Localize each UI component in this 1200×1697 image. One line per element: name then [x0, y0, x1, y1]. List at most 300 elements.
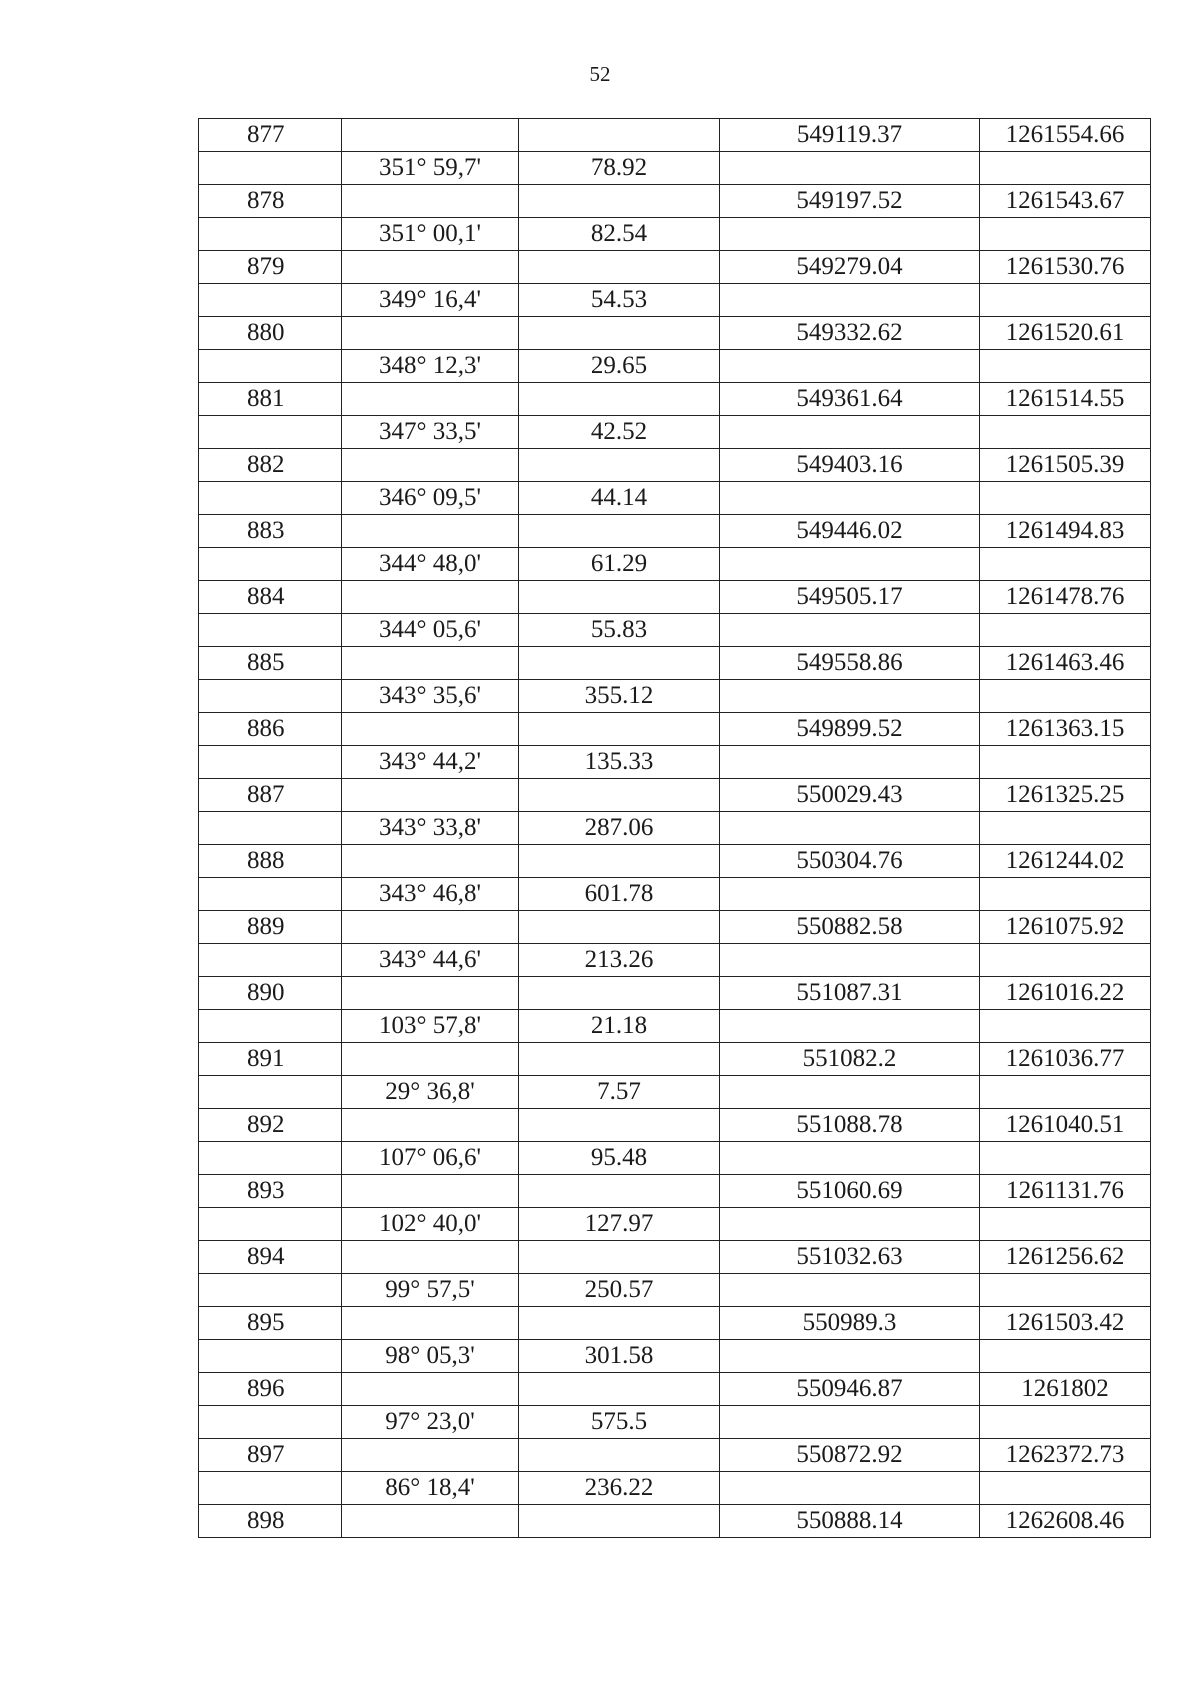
point-number: 882 — [247, 451, 285, 478]
point-number: 877 — [247, 121, 285, 148]
y-coordinate-cell: 1261478.76 — [980, 581, 1151, 614]
segment-row — [199, 482, 1151, 515]
bearing-cell — [342, 317, 519, 350]
y-coordinate-cell: 1261325.25 — [980, 779, 1151, 812]
point-number: 878 — [247, 187, 285, 214]
y-coordinate-cell: 1261505.39 — [980, 449, 1151, 482]
distance-cell: 575.5 — [519, 1406, 720, 1439]
segment-row — [199, 614, 1151, 647]
x-coordinate-cell: 549899.52 — [720, 713, 980, 746]
bearing-cell — [342, 251, 519, 284]
point-number-cell — [199, 185, 342, 218]
bearing-cell: 351° 00,1' — [342, 218, 519, 251]
bearing-cell: 29° 36,8' — [342, 1076, 519, 1109]
distance-cell: 29.65 — [519, 350, 720, 383]
point-row — [199, 1043, 1151, 1076]
distance-cell — [519, 1439, 720, 1472]
point-row — [199, 317, 1151, 350]
distance-cell: 355.12 — [519, 680, 720, 713]
distance-cell: 213.26 — [519, 944, 720, 977]
distance-cell: 287.06 — [519, 812, 720, 845]
point-row — [199, 1373, 1151, 1406]
y-coordinate-cell: 1261802 — [980, 1373, 1151, 1406]
y-coordinate-cell: 1261463.46 — [980, 647, 1151, 680]
x-coordinate-cell — [720, 1010, 980, 1043]
x-coordinate-cell — [720, 944, 980, 977]
y-coordinate-cell: 1261503.42 — [980, 1307, 1151, 1340]
point-row — [199, 515, 1151, 548]
point-number: 886 — [247, 715, 285, 742]
point-row — [199, 1439, 1151, 1472]
distance-cell — [519, 449, 720, 482]
x-coordinate-cell — [720, 218, 980, 251]
x-coordinate-cell: 549332.62 — [720, 317, 980, 350]
distance-cell — [519, 845, 720, 878]
point-number: 896 — [247, 1375, 285, 1402]
x-coordinate-cell: 550989.3 — [720, 1307, 980, 1340]
bearing-cell: 346° 09,5' — [342, 482, 519, 515]
distance-cell: 250.57 — [519, 1274, 720, 1307]
segment-row — [199, 944, 1151, 977]
point-number-cell — [199, 1208, 342, 1241]
point-row — [199, 1307, 1151, 1340]
segment-row — [199, 812, 1151, 845]
bearing-cell — [342, 383, 519, 416]
x-coordinate-cell: 550882.58 — [720, 911, 980, 944]
bearing-cell: 343° 44,2' — [342, 746, 519, 779]
point-number-cell — [199, 1043, 342, 1076]
point-row — [199, 383, 1151, 416]
point-number — [199, 1012, 247, 1039]
bearing-cell — [342, 185, 519, 218]
x-coordinate-cell — [720, 1142, 980, 1175]
x-coordinate-cell — [720, 548, 980, 581]
segment-row — [199, 878, 1151, 911]
distance-cell: 135.33 — [519, 746, 720, 779]
point-number — [199, 418, 247, 445]
x-coordinate-cell — [720, 680, 980, 713]
point-number-cell — [199, 1439, 342, 1472]
point-number-cell — [199, 1076, 342, 1109]
x-coordinate-cell — [720, 482, 980, 515]
segment-row — [199, 1340, 1151, 1373]
y-coordinate-cell: 1261363.15 — [980, 713, 1151, 746]
x-coordinate-cell: 551088.78 — [720, 1109, 980, 1142]
bearing-cell: 343° 35,6' — [342, 680, 519, 713]
segment-row — [199, 1472, 1151, 1505]
bearing-cell — [342, 647, 519, 680]
point-number-cell — [199, 944, 342, 977]
x-coordinate-cell — [720, 1208, 980, 1241]
x-coordinate-cell — [720, 350, 980, 383]
y-coordinate-cell — [980, 680, 1151, 713]
x-coordinate-cell: 551082.2 — [720, 1043, 980, 1076]
distance-cell — [519, 515, 720, 548]
x-coordinate-cell: 549558.86 — [720, 647, 980, 680]
y-coordinate-cell: 1261256.62 — [980, 1241, 1151, 1274]
point-number-cell — [199, 812, 342, 845]
point-row — [199, 185, 1151, 218]
bearing-cell: 98° 05,3' — [342, 1340, 519, 1373]
distance-cell: 21.18 — [519, 1010, 720, 1043]
point-number-cell — [199, 746, 342, 779]
point-number-cell — [199, 779, 342, 812]
y-coordinate-cell — [980, 1208, 1151, 1241]
distance-cell — [519, 1505, 720, 1538]
point-number — [199, 616, 247, 643]
y-coordinate-cell: 1261244.02 — [980, 845, 1151, 878]
x-coordinate-cell: 549505.17 — [720, 581, 980, 614]
point-number-cell — [199, 1010, 342, 1043]
x-coordinate-cell — [720, 614, 980, 647]
point-row — [199, 1505, 1151, 1538]
point-number — [199, 220, 247, 247]
x-coordinate-cell: 549279.04 — [720, 251, 980, 284]
y-coordinate-cell — [980, 1406, 1151, 1439]
point-number — [199, 1342, 247, 1369]
x-coordinate-cell — [720, 284, 980, 317]
bearing-cell: 102° 40,0' — [342, 1208, 519, 1241]
point-number-cell — [199, 713, 342, 746]
bearing-cell — [342, 1175, 519, 1208]
segment-row — [199, 680, 1151, 713]
x-coordinate-cell: 550029.43 — [720, 779, 980, 812]
y-coordinate-cell — [980, 548, 1151, 581]
y-coordinate-cell: 1261530.76 — [980, 251, 1151, 284]
bearing-cell: 107° 06,6' — [342, 1142, 519, 1175]
y-coordinate-cell: 1261016.22 — [980, 977, 1151, 1010]
segment-row — [199, 1274, 1151, 1307]
y-coordinate-cell: 1261075.92 — [980, 911, 1151, 944]
point-number — [199, 748, 247, 775]
point-number-cell — [199, 251, 342, 284]
segment-row — [199, 1406, 1151, 1439]
bearing-cell — [342, 1109, 519, 1142]
point-number: 888 — [247, 847, 285, 874]
point-number-cell — [199, 152, 342, 185]
bearing-cell — [342, 1043, 519, 1076]
point-number — [199, 814, 247, 841]
y-coordinate-cell — [980, 1340, 1151, 1373]
table-body — [199, 119, 1151, 1538]
bearing-cell — [342, 581, 519, 614]
point-row — [199, 911, 1151, 944]
bearing-cell — [342, 1307, 519, 1340]
distance-cell — [519, 911, 720, 944]
segment-row — [199, 152, 1151, 185]
x-coordinate-cell — [720, 1340, 980, 1373]
point-number — [199, 1408, 247, 1435]
x-coordinate-cell — [720, 1472, 980, 1505]
point-number: 894 — [247, 1243, 285, 1270]
distance-cell: 236.22 — [519, 1472, 720, 1505]
point-number — [199, 946, 247, 973]
distance-cell: 54.53 — [519, 284, 720, 317]
segment-row — [199, 350, 1151, 383]
point-number-cell — [199, 548, 342, 581]
point-row — [199, 713, 1151, 746]
point-number — [199, 682, 247, 709]
y-coordinate-cell: 1261131.76 — [980, 1175, 1151, 1208]
y-coordinate-cell: 1261494.83 — [980, 515, 1151, 548]
bearing-cell — [342, 1439, 519, 1472]
bearing-cell: 86° 18,4' — [342, 1472, 519, 1505]
distance-cell — [519, 185, 720, 218]
point-number — [199, 1078, 247, 1105]
point-number — [199, 550, 247, 577]
distance-cell: 82.54 — [519, 218, 720, 251]
distance-cell: 301.58 — [519, 1340, 720, 1373]
point-number: 880 — [247, 319, 285, 346]
y-coordinate-cell — [980, 218, 1151, 251]
y-coordinate-cell — [980, 812, 1151, 845]
y-coordinate-cell: 1262372.73 — [980, 1439, 1151, 1472]
bearing-cell — [342, 515, 519, 548]
bearing-cell — [342, 713, 519, 746]
bearing-cell: 351° 59,7' — [342, 152, 519, 185]
y-coordinate-cell — [980, 152, 1151, 185]
x-coordinate-cell — [720, 1076, 980, 1109]
point-number-cell — [199, 581, 342, 614]
y-coordinate-cell — [980, 1010, 1151, 1043]
point-number-cell — [199, 647, 342, 680]
point-row — [199, 1175, 1151, 1208]
point-number: 890 — [247, 979, 285, 1006]
y-coordinate-cell: 1261520.61 — [980, 317, 1151, 350]
point-number-cell — [199, 482, 342, 515]
y-coordinate-cell — [980, 284, 1151, 317]
point-row — [199, 1241, 1151, 1274]
distance-cell — [519, 251, 720, 284]
bearing-cell: 347° 33,5' — [342, 416, 519, 449]
y-coordinate-cell — [980, 1076, 1151, 1109]
bearing-cell: 348° 12,3' — [342, 350, 519, 383]
point-row — [199, 251, 1151, 284]
x-coordinate-cell — [720, 416, 980, 449]
x-coordinate-cell — [720, 746, 980, 779]
segment-row — [199, 1076, 1151, 1109]
point-number: 879 — [247, 253, 285, 280]
point-number: 887 — [247, 781, 285, 808]
y-coordinate-cell — [980, 746, 1151, 779]
point-number-cell — [199, 845, 342, 878]
point-number-cell — [199, 1373, 342, 1406]
y-coordinate-cell — [980, 416, 1151, 449]
distance-cell: 61.29 — [519, 548, 720, 581]
y-coordinate-cell: 1261554.66 — [980, 119, 1151, 152]
distance-cell: 55.83 — [519, 614, 720, 647]
point-number — [199, 154, 247, 181]
y-coordinate-cell — [980, 944, 1151, 977]
point-number-cell — [199, 878, 342, 911]
x-coordinate-cell — [720, 812, 980, 845]
point-number-cell — [199, 416, 342, 449]
y-coordinate-cell — [980, 1274, 1151, 1307]
y-coordinate-cell — [980, 878, 1151, 911]
point-row — [199, 977, 1151, 1010]
bearing-cell — [342, 449, 519, 482]
point-number-cell — [199, 350, 342, 383]
bearing-cell: 344° 48,0' — [342, 548, 519, 581]
x-coordinate-cell — [720, 878, 980, 911]
x-coordinate-cell: 549403.16 — [720, 449, 980, 482]
segment-row — [199, 1010, 1151, 1043]
y-coordinate-cell: 1261036.77 — [980, 1043, 1151, 1076]
y-coordinate-cell — [980, 350, 1151, 383]
point-number-cell — [199, 1109, 342, 1142]
point-number-cell — [199, 1307, 342, 1340]
bearing-cell: 349° 16,4' — [342, 284, 519, 317]
y-coordinate-cell — [980, 1472, 1151, 1505]
point-number-cell — [199, 218, 342, 251]
bearing-cell: 103° 57,8' — [342, 1010, 519, 1043]
distance-cell — [519, 713, 720, 746]
distance-cell: 601.78 — [519, 878, 720, 911]
segment-row — [199, 1142, 1151, 1175]
bearing-cell — [342, 1241, 519, 1274]
x-coordinate-cell: 550304.76 — [720, 845, 980, 878]
point-number: 885 — [247, 649, 285, 676]
bearing-cell — [342, 119, 519, 152]
bearing-cell — [342, 1373, 519, 1406]
point-number — [199, 286, 247, 313]
point-number-cell — [199, 1175, 342, 1208]
y-coordinate-cell — [980, 482, 1151, 515]
point-number — [199, 352, 247, 379]
bearing-cell: 97° 23,0' — [342, 1406, 519, 1439]
distance-cell: 127.97 — [519, 1208, 720, 1241]
point-number-cell — [199, 680, 342, 713]
segment-row — [199, 284, 1151, 317]
bearing-cell: 343° 46,8' — [342, 878, 519, 911]
y-coordinate-cell: 1262608.46 — [980, 1505, 1151, 1538]
x-coordinate-cell: 551060.69 — [720, 1175, 980, 1208]
x-coordinate-cell: 549361.64 — [720, 383, 980, 416]
segment-row — [199, 746, 1151, 779]
page-number: 52 — [589, 62, 611, 86]
distance-cell — [519, 1307, 720, 1340]
point-row — [199, 845, 1151, 878]
point-number-cell — [199, 911, 342, 944]
distance-cell — [519, 383, 720, 416]
bearing-cell: 343° 33,8' — [342, 812, 519, 845]
x-coordinate-cell: 551087.31 — [720, 977, 980, 1010]
point-number-cell — [199, 1406, 342, 1439]
bearing-cell: 344° 05,6' — [342, 614, 519, 647]
bearing-cell: 99° 57,5' — [342, 1274, 519, 1307]
segment-row — [199, 416, 1151, 449]
point-number — [199, 1210, 247, 1237]
distance-cell — [519, 119, 720, 152]
distance-cell — [519, 977, 720, 1010]
x-coordinate-cell — [720, 152, 980, 185]
bearing-cell — [342, 911, 519, 944]
x-coordinate-cell — [720, 1406, 980, 1439]
distance-cell — [519, 317, 720, 350]
point-number — [199, 1474, 247, 1501]
point-number-cell — [199, 317, 342, 350]
segment-row — [199, 218, 1151, 251]
y-coordinate-cell: 1261040.51 — [980, 1109, 1151, 1142]
x-coordinate-cell: 549446.02 — [720, 515, 980, 548]
x-coordinate-cell: 551032.63 — [720, 1241, 980, 1274]
point-number: 897 — [247, 1441, 285, 1468]
point-number: 892 — [247, 1111, 285, 1138]
point-number-cell — [199, 119, 342, 152]
point-number — [199, 880, 247, 907]
point-number-cell — [199, 383, 342, 416]
point-number-cell — [199, 1274, 342, 1307]
distance-cell — [519, 1373, 720, 1406]
x-coordinate-cell: 550946.87 — [720, 1373, 980, 1406]
point-number-cell — [199, 515, 342, 548]
x-coordinate-cell: 549197.52 — [720, 185, 980, 218]
x-coordinate-cell: 550888.14 — [720, 1505, 980, 1538]
distance-cell — [519, 779, 720, 812]
point-number-cell — [199, 1241, 342, 1274]
x-coordinate-cell: 549119.37 — [720, 119, 980, 152]
bearing-cell — [342, 779, 519, 812]
segment-row — [199, 548, 1151, 581]
point-row — [199, 581, 1151, 614]
point-number: 891 — [247, 1045, 285, 1072]
distance-cell — [519, 1109, 720, 1142]
point-row — [199, 647, 1151, 680]
point-row — [199, 449, 1151, 482]
segment-row — [199, 1208, 1151, 1241]
distance-cell: 78.92 — [519, 152, 720, 185]
point-number: 898 — [247, 1507, 285, 1534]
y-coordinate-cell: 1261543.67 — [980, 185, 1151, 218]
distance-cell — [519, 1175, 720, 1208]
point-number-cell — [199, 1340, 342, 1373]
point-number — [199, 1276, 247, 1303]
distance-cell — [519, 647, 720, 680]
point-number: 883 — [247, 517, 285, 544]
point-number: 884 — [247, 583, 285, 610]
distance-cell — [519, 1043, 720, 1076]
point-number — [199, 484, 247, 511]
point-number-cell — [199, 1142, 342, 1175]
y-coordinate-cell — [980, 614, 1151, 647]
point-row — [199, 1109, 1151, 1142]
point-row — [199, 119, 1151, 152]
point-number — [199, 1144, 247, 1171]
point-row — [199, 779, 1151, 812]
point-number: 889 — [247, 913, 285, 940]
point-number: 893 — [247, 1177, 285, 1204]
point-number-cell — [199, 284, 342, 317]
point-number-cell — [199, 1505, 342, 1538]
coordinate-table — [198, 118, 1151, 1538]
distance-cell: 95.48 — [519, 1142, 720, 1175]
distance-cell — [519, 1241, 720, 1274]
bearing-cell — [342, 845, 519, 878]
x-coordinate-cell — [720, 1274, 980, 1307]
distance-cell: 7.57 — [519, 1076, 720, 1109]
x-coordinate-cell: 550872.92 — [720, 1439, 980, 1472]
point-number-cell — [199, 614, 342, 647]
distance-cell — [519, 581, 720, 614]
y-coordinate-cell — [980, 1142, 1151, 1175]
point-number-cell — [199, 977, 342, 1010]
point-number: 895 — [247, 1309, 285, 1336]
point-number-cell — [199, 1472, 342, 1505]
point-number-cell — [199, 449, 342, 482]
y-coordinate-cell: 1261514.55 — [980, 383, 1151, 416]
bearing-cell: 343° 44,6' — [342, 944, 519, 977]
distance-cell: 44.14 — [519, 482, 720, 515]
